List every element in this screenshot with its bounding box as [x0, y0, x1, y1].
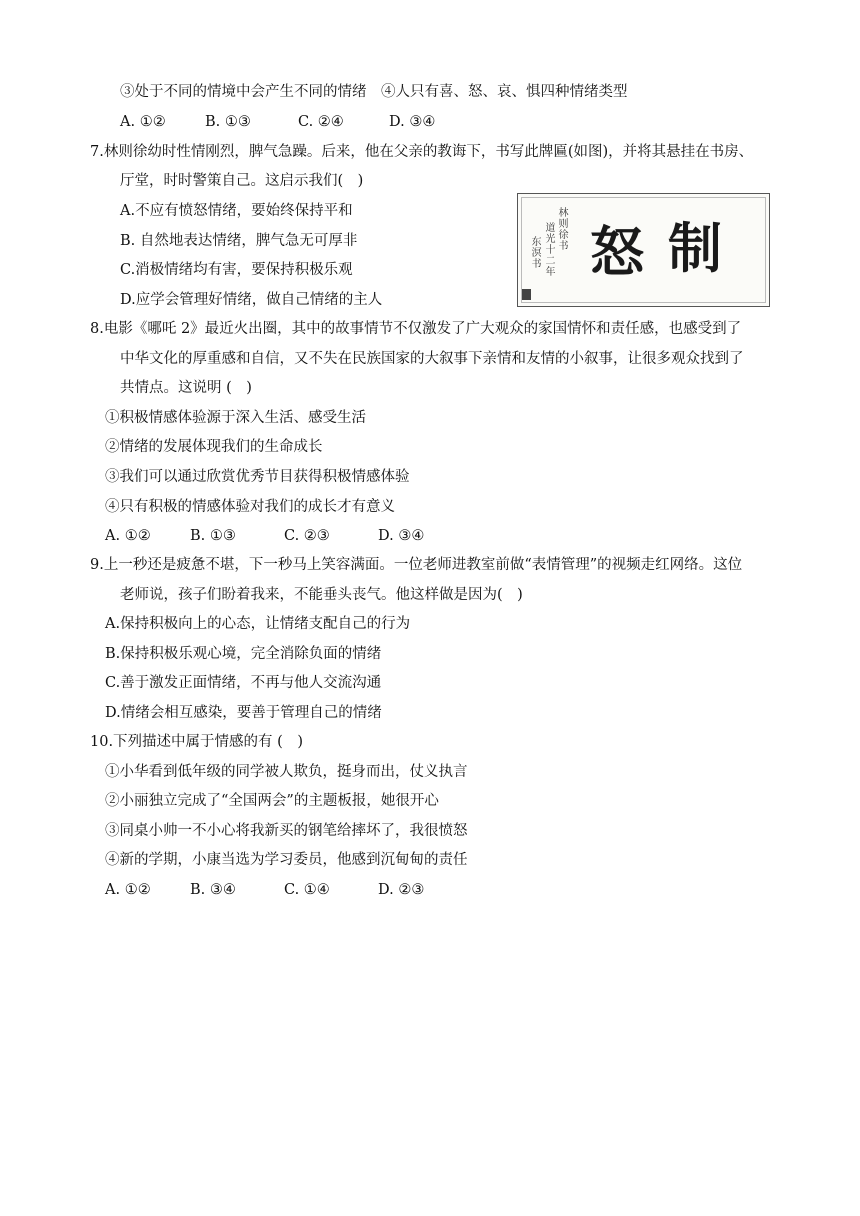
plaque-seal-icon: [522, 289, 531, 300]
q9-option-b[interactable]: B.保持积极乐观心境，完全消除负面的情绪: [105, 646, 382, 662]
q8-option-b[interactable]: B. ①③: [190, 528, 236, 544]
q10-option-b[interactable]: B. ③④: [190, 882, 236, 898]
q8-statement-4: ④只有积极的情感体验对我们的成长才有意义: [105, 499, 395, 515]
q10-option-a[interactable]: A. ①②: [105, 882, 151, 898]
q7-option-d[interactable]: D.应学会管理好情绪，做自己情绪的主人: [120, 292, 383, 308]
q9-option-d[interactable]: D.情绪会相互感染，要善于管理自己的情绪: [105, 705, 382, 721]
q7-stem-line1: 7.林则徐幼时性情刚烈，脾气急躁。后来，他在父亲的教诲下，书写此牌匾(如图)，并将其悬挂在书房、: [90, 144, 754, 160]
q6-option-b[interactable]: B. ①③: [205, 114, 251, 130]
q7-option-b[interactable]: B. 自然地表达情绪，脾气急无可厚非: [120, 233, 358, 249]
q9-stem-line1: 9.上一秒还是疲惫不堪，下一秒马上笑容满面。一位老师进教室前做“表情管理”的视频走红网络。这位: [90, 557, 743, 573]
q6-option-d[interactable]: D. ③④: [389, 114, 436, 130]
q8-statement-1: ①积极情感体验源于深入生活、感受生活: [105, 410, 366, 426]
q10-statement-2: ②小丽独立完成了“全国两会”的主题板报，她很开心: [105, 793, 439, 809]
q7-option-a[interactable]: A.不应有愤怒情绪，要始终保持平和: [120, 203, 353, 219]
q8-stem-line1: 8.电影《哪吒 2》最近火出圈，其中的故事情节不仅激发了广大观众的家国情怀和责任感，也感受到了: [90, 321, 742, 337]
q10-options: [105, 880, 424, 900]
q9-option-c[interactable]: C.善于激发正面情绪，不再与他人交流沟通: [105, 675, 382, 691]
q8-statement-3: ③我们可以通过欣赏优秀节目获得积极情感体验: [105, 469, 410, 485]
q8-stem-line3: 共情点。这说明 ( ): [120, 380, 252, 396]
plaque-inscription-col3: 东溟书: [529, 236, 540, 269]
q10-option-c[interactable]: C. ①④: [284, 882, 330, 898]
q8-options: [105, 526, 424, 546]
q9-option-a[interactable]: A.保持积极向上的心态，让情绪支配自己的行为: [105, 616, 411, 632]
q8-stem-line2: 中华文化的厚重感和自信，又不失在民族国家的大叙事下亲情和友情的小叙事，让很多观众找到了: [120, 351, 744, 367]
q8-option-c[interactable]: C. ②③: [284, 528, 330, 544]
q10-statement-1: ①小华看到低年级的同学被人欺负，挺身而出，仗义执言: [105, 764, 468, 780]
q6-option-c[interactable]: C. ②④: [298, 114, 344, 130]
plaque-char-anger: 怒: [590, 220, 644, 284]
q10-stem: 10.下列描述中属于情感的有 ( ): [90, 734, 303, 750]
plaque-char-control: 制: [668, 216, 722, 280]
q9-stem-line2: 老师说，孩子们盼着我来，不能垂头丧气。他这样做是因为( ): [120, 587, 523, 603]
q6-statement-line: ③处于不同的情境中会产生不同的情绪 ④人只有喜、怒、哀、惧四种情绪类型: [120, 84, 628, 100]
q6-option-a[interactable]: A. ①②: [120, 114, 166, 130]
q8-statement-2: ②情绪的发展体现我们的生命成长: [105, 439, 323, 455]
plaque-inscription-col1: 林则徐书: [556, 207, 567, 251]
q8-option-a[interactable]: A. ①②: [105, 528, 151, 544]
q10-statement-4: ④新的学期，小康当选为学习委员，他感到沉甸甸的责任: [105, 852, 468, 868]
q7-stem-line2: 厅堂，时时警策自己。这启示我们( ): [120, 173, 364, 189]
q7-option-c[interactable]: C.消极情绪均有害，要保持积极乐观: [120, 262, 353, 278]
plaque-inscription-col2: 道光十二年: [543, 222, 554, 277]
q10-option-d[interactable]: D. ②③: [378, 882, 425, 898]
q8-option-d[interactable]: D. ③④: [378, 528, 425, 544]
q6-options: [120, 112, 435, 132]
q10-statement-3: ③同桌小帅一不小心将我新买的钢笔给摔坏了，我很愤怒: [105, 823, 468, 839]
